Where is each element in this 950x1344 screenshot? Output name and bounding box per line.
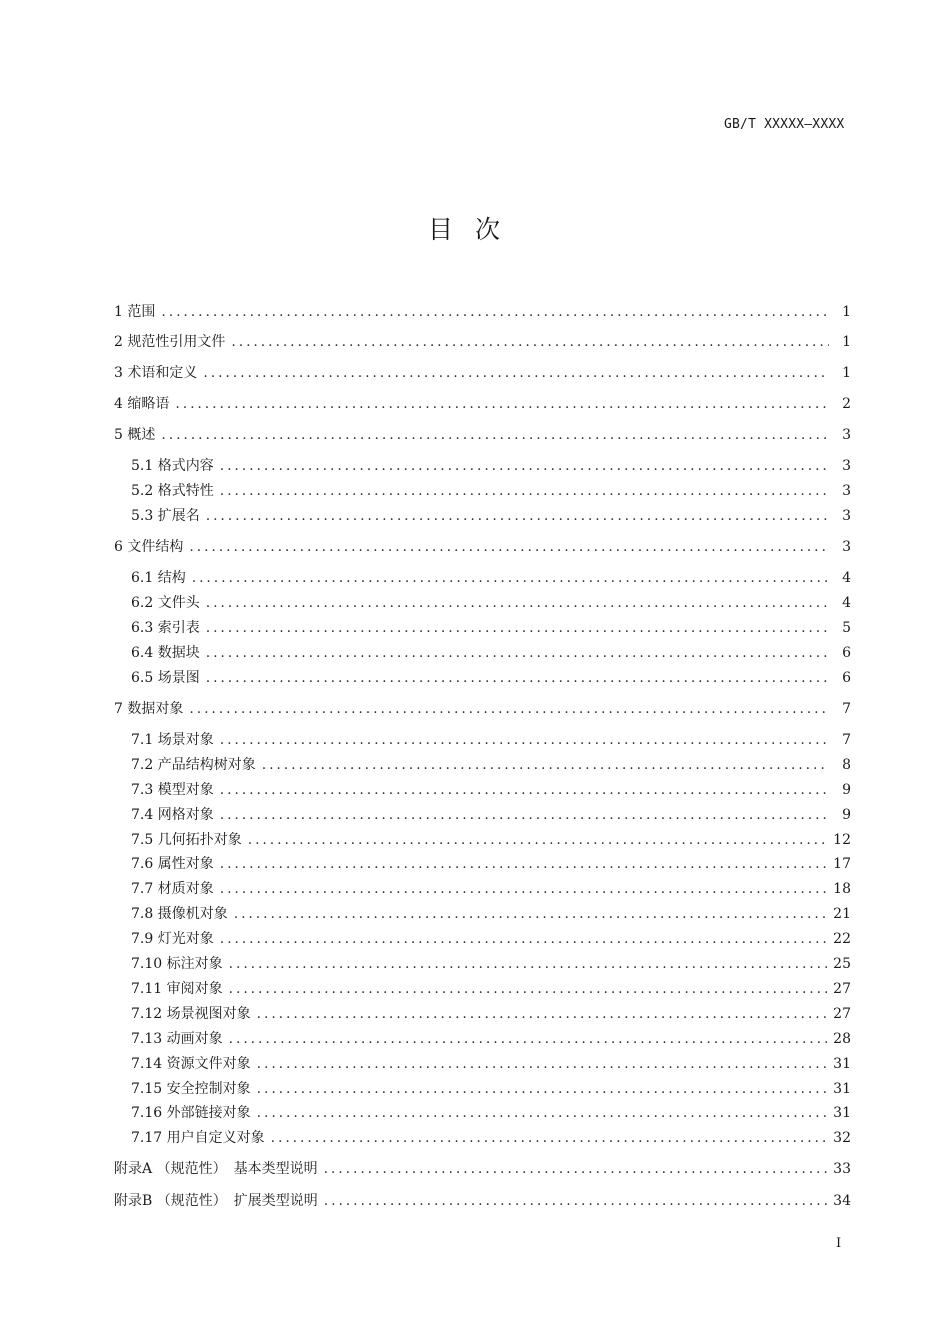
toc-page: 3 [842,508,851,524]
toc-leader [206,505,829,527]
toc-page: 4 [842,570,851,586]
toc-label: 缩略语 [127,396,170,412]
toc-label: 格式内容 [157,458,214,474]
toc-page: 31 [833,1081,851,1097]
toc-leader [189,698,829,720]
toc-number: 6 [114,539,123,555]
toc-number: 1 [114,304,123,320]
toc-entry-7-10[interactable] [131,953,851,975]
toc-number: 附录A [114,1161,153,1177]
toc-entry-7-8[interactable] [131,903,851,925]
toc-number: 4 [114,396,123,412]
toc-page: 25 [833,956,851,972]
toc-leader [271,1127,828,1149]
toc-number: 6.1 [131,570,154,586]
toc-page: 1 [842,304,851,320]
toc-number: 7.16 [131,1105,163,1121]
toc-number: 7.6 [131,856,154,872]
toc-page: 9 [842,782,851,798]
toc-number: 7.3 [131,782,154,798]
toc-label: 数据对象 [127,701,184,717]
toc-page: 31 [833,1056,851,1072]
toc-page: 1 [842,334,851,350]
toc-entry-5-1[interactable] [131,455,851,477]
page-number: I [836,1236,842,1251]
toc-page: 33 [833,1161,851,1177]
toc-label: 材质对象 [157,881,214,897]
toc-entry-6[interactable] [114,536,851,558]
toc-label: 资源文件对象 [166,1056,251,1072]
toc-leader [257,1102,828,1124]
toc-leader [257,1078,828,1100]
toc-page: 3 [842,483,851,499]
toc-entry-7-6[interactable] [131,853,851,875]
toc-page: 7 [842,732,851,748]
toc-label: 标注对象 [166,956,223,972]
toc-leader [324,1190,827,1212]
toc-leader [161,301,829,323]
toc-leader [220,729,829,751]
toc-entry-7-3[interactable] [131,779,851,801]
toc-entry-appendix-b[interactable] [114,1190,851,1212]
toc-label: 术语和定义 [127,365,198,381]
toc-leader [229,953,828,975]
toc-entry-7-15[interactable] [131,1078,851,1100]
toc-number: 7.17 [131,1130,163,1146]
toc-page: 12 [833,832,851,848]
toc-page: 27 [833,981,851,997]
toc-number: 7.8 [131,906,154,922]
toc-entry-7-17[interactable] [131,1127,851,1149]
toc-entry-5[interactable] [114,424,851,446]
toc-number: 7.14 [131,1056,163,1072]
toc-leader [220,779,829,801]
toc-number: 7.10 [131,956,163,972]
toc-page: 28 [833,1031,851,1047]
toc-page: 6 [842,670,851,686]
toc-leader [206,617,829,639]
toc-label: 安全控制对象 [166,1081,251,1097]
toc-number: 7.1 [131,732,154,748]
toc-label: 概述 [127,427,156,443]
toc-leader [220,878,827,900]
toc-entry-7-2[interactable] [131,754,851,776]
toc-label: 文件结构 [127,539,184,555]
toc-label: 几何拓扑对象 [157,832,242,848]
toc-label: 扩展名 [157,508,200,524]
toc-entry-7-13[interactable] [131,1028,851,1050]
toc-number: 5.1 [131,458,154,474]
toc-page: 3 [842,539,851,555]
toc-entry-7[interactable] [114,698,851,720]
toc-leader [161,424,829,446]
toc-number: 7.15 [131,1081,163,1097]
toc-label: 属性对象 [157,856,214,872]
toc-label: 动画对象 [166,1031,223,1047]
toc-label: （规范性） 扩展类型说明 [156,1193,318,1209]
toc-leader [324,1158,828,1180]
toc-page: 8 [842,757,851,773]
toc-label: 模型对象 [157,782,214,798]
toc-leader [220,480,829,502]
toc-number: 7.7 [131,881,154,897]
toc-leader [257,1053,828,1075]
toc-leader [229,1028,828,1050]
toc-leader [231,331,829,353]
toc-label: 用户自定义对象 [166,1130,265,1146]
toc-page: 18 [833,881,851,897]
toc-number: 7.13 [131,1031,163,1047]
toc-page: 7 [842,701,851,717]
toc-label: 外部链接对象 [166,1105,251,1121]
toc-label: 索引表 [157,620,200,636]
toc-leader [257,1003,828,1025]
toc-entry-6-3[interactable] [131,617,851,639]
toc-label: 审阅对象 [166,981,223,997]
toc-leader [206,642,829,664]
toc-leader [248,829,827,851]
toc-leader [234,903,827,925]
toc-number: 7.12 [131,1006,163,1022]
toc-page: 31 [833,1105,851,1121]
toc-entry-7-1[interactable] [131,729,851,751]
toc-entry-6-1[interactable] [131,567,851,589]
toc-label: 摄像机对象 [157,906,228,922]
toc-page: 3 [842,427,851,443]
toc-label: 场景视图对象 [166,1006,251,1022]
toc-number: 附录B [114,1193,153,1209]
toc-page: 3 [842,458,851,474]
toc-label: 格式特性 [157,483,214,499]
toc-leader [220,853,827,875]
toc-number: 6.2 [131,595,154,611]
toc-entry-7-16[interactable] [131,1102,851,1124]
toc-leader [262,754,829,776]
toc-leader [220,928,827,950]
toc-page: 9 [842,807,851,823]
toc-entry-2[interactable] [114,331,851,353]
toc-leader [220,804,829,826]
toc-entry-6-2[interactable] [131,592,851,614]
toc-leader [206,592,829,614]
toc-entry-7-7[interactable] [131,878,851,900]
toc-page: 27 [833,1006,851,1022]
toc-number: 7.5 [131,832,154,848]
toc-label: （规范性） 基本类型说明 [156,1161,318,1177]
toc-entry-5-2[interactable] [131,480,851,502]
toc-entry-7-4[interactable] [131,804,851,826]
toc-entry-1[interactable] [114,301,851,323]
toc-page: 17 [833,856,851,872]
toc-entry-7-11[interactable] [131,978,851,1000]
toc-label: 场景对象 [157,732,214,748]
toc-entry-4[interactable] [114,393,851,415]
toc-number: 6.4 [131,645,154,661]
toc-entry-7-9[interactable] [131,928,851,950]
toc-entry-6-5[interactable] [131,667,851,689]
toc-label: 结构 [157,570,186,586]
toc-entry-7-12[interactable] [131,1003,851,1025]
standard-code: GB/T XXXXX—XXXX [724,117,845,132]
toc-page: 6 [842,645,851,661]
toc-label: 范围 [127,304,156,320]
toc-number: 5.2 [131,483,154,499]
toc-number: 2 [114,334,123,350]
toc-number: 5 [114,427,123,443]
toc-leader [175,393,829,415]
toc-number: 6.5 [131,670,154,686]
toc-entry-5-3[interactable] [131,505,851,527]
toc-page: 4 [842,595,851,611]
toc-number: 7.11 [131,981,163,997]
toc-page: 21 [833,906,851,922]
toc-entry-3[interactable] [114,362,851,384]
toc-label: 产品结构树对象 [157,757,256,773]
page-title: 目次 [427,215,522,244]
toc-label: 灯光对象 [157,931,214,947]
toc-number: 7.4 [131,807,154,823]
toc-number: 5.3 [131,508,154,524]
toc-leader [189,536,829,558]
toc-label: 文件头 [157,595,200,611]
toc-leader [206,667,829,689]
toc-label: 网格对象 [157,807,214,823]
toc-leader [203,362,829,384]
toc-leader [192,567,829,589]
toc-label: 数据块 [157,645,200,661]
toc-entry-7-5[interactable] [131,829,851,851]
toc-page: 2 [842,396,851,412]
toc-page: 22 [833,931,851,947]
toc-number: 3 [114,365,123,381]
toc-entry-7-14[interactable] [131,1053,851,1075]
toc-number: 7.2 [131,757,154,773]
toc-leader [220,455,829,477]
toc-label: 场景图 [157,670,200,686]
toc-label: 规范性引用文件 [127,334,226,350]
toc-page: 32 [833,1130,851,1146]
toc-entry-6-4[interactable] [131,642,851,664]
toc-page: 34 [833,1193,851,1209]
toc-number: 6.3 [131,620,154,636]
toc-entry-appendix-a[interactable] [114,1158,851,1180]
toc-leader [229,978,828,1000]
toc-number: 7.9 [131,931,154,947]
toc-number: 7 [114,701,123,717]
toc-page: 5 [842,620,851,636]
toc-page: 1 [842,365,851,381]
